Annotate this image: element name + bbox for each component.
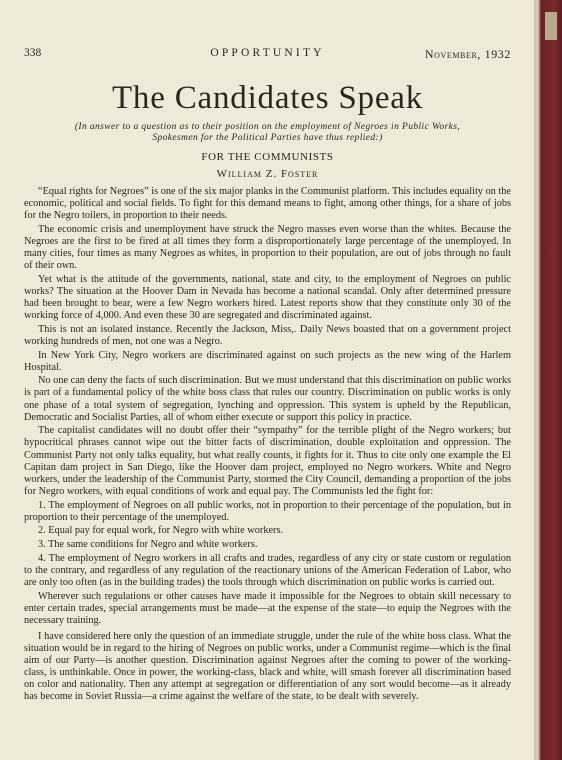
paragraph: This is not an isolated instance. Recently the Jackson, Miss,. Daily News boasted that on a government project working hundreds of men, not one was a Negro. (24, 323, 511, 347)
paragraph: The capitalist candidates will no doubt offer their “sympathy” for the terrible plight of the Negro workers; but hypocritical phrases cannot wipe out the bitter facts of discrimination, double exploitation and oppression. The Communist Party not only talks equality, but what really counts, it fights for it. Thus to cite only one example the El Capitan dam project in San Diego, like the Hoover dam project, employed no Negro workers. White and Negro workers, under the leadership of the Communist Party, stormed the City Council, demanding a proportion of the jobs for Negro workers, with equal conditions of work and equal pay. The Communists led the fight for: (24, 425, 511, 497)
article-body (24, 186, 511, 705)
demand-item: 4. The employment of Negro workers in all crafts and trades, regardless of any city or state custom or regulation to the contrary, and regardless of any regulation of the reactionary unions of the American Federation of Labor, who are only too often (as in the building trades) the tools through which discrimination on public works is carried out. (24, 552, 511, 588)
section-heading: FOR THE COMMUNISTS (201, 151, 334, 163)
demand-item: 3. The same conditions for Negro and white workers. (38, 538, 258, 550)
running-header (24, 47, 511, 65)
paragraph: Wherever such regulations or other causes have made it impossible for the Negroes to obtain skill necessary to enter certain trades, special arrangements must be made—at the expense of the state—to equip the Negroes with the necessary training. (24, 590, 511, 626)
page-number: 338 (24, 47, 42, 59)
paragraph: In New York City, Negro workers are discriminated against on such projects as the new wing of the Harlem Hospital. (24, 349, 511, 373)
subtitle-line: Spokesmen for the Political Parties have thus replied:) (152, 133, 383, 143)
author-byline: William Z. Foster (216, 168, 319, 180)
demand-item: 1. The employment of Negroes on all public works, not in proportion to their percentage of the population, but in proportion to their percentage of the unemployed. (24, 499, 511, 523)
paragraph: Yet what is the attitude of the governments, national, state and city, to the employment of Negroes on public works? The situation at the Hoover Dam in Nevada has become a national scandal. Only after determined pressure had been brought to bear, were a few Negro workers hired. Latest reports show that they constitute only 30 of the working force of 4,000. And even these 30 are segregated and discriminated against. (24, 273, 511, 322)
article-subtitle (24, 122, 511, 144)
subtitle-line: (In answer to a question as to their position on the employment of Negroes in Public Works, (74, 122, 461, 132)
book-spine (534, 0, 562, 760)
journal-name: OPPORTUNITY (210, 47, 325, 59)
paragraph: The economic crisis and unemployment have struck the Negro masses even worse than the whites. Because the Negroes are the first to be fired at all times they form a disproportionately large percentage of the unemployed. In many cities, four times as many Negroes as whites, in proportion to their population, are out of jobs through no fault of their own. (24, 223, 511, 272)
issue-date: November, 1932 (424, 47, 511, 61)
demand-item: 2. Equal pay for equal work, for Negro with white workers. (38, 525, 284, 537)
spine-label (545, 12, 557, 40)
article-title: The Candidates Speak (111, 80, 424, 116)
paragraph: No one can deny the facts of such discrimination. But we must understand that this discrimination on public works is part of a fundamental policy of the white boss class that rules our country. Discrimination on public works is only one phase of a total system of segregation, lynching and oppression. This system is upheld by the Republican, Democratic and Socialist Parties, all of whom either execute or support this policy in practice. (24, 375, 511, 423)
paragraph: I have considered here only the question of an immediate struggle, under the rule of the white boss class. What the situation would be in regard to the hiring of Negroes on public works, under a Communist regime—which is the final aim of our Party—is another question. Discrimination against Negroes after the coming to power of the working-class, is unthinkable. Once in power, the working-class, black and white, will smash forever all discrimination based on color and nationality. Then any attempt at segregation or differentiation of any sort would become—as it already has become in Soviet Russia—a crime against the welfare of the state, to be dealt with severely. (24, 630, 511, 703)
paragraph: “Equal rights for Negroes” is one of the six major planks in the Communist platform. This includes equality on the economic, political and social fields. To fight for this demand means to fight, among other things, for a share of jobs for the Negro toilers, in proportion to their needs. (24, 186, 511, 222)
